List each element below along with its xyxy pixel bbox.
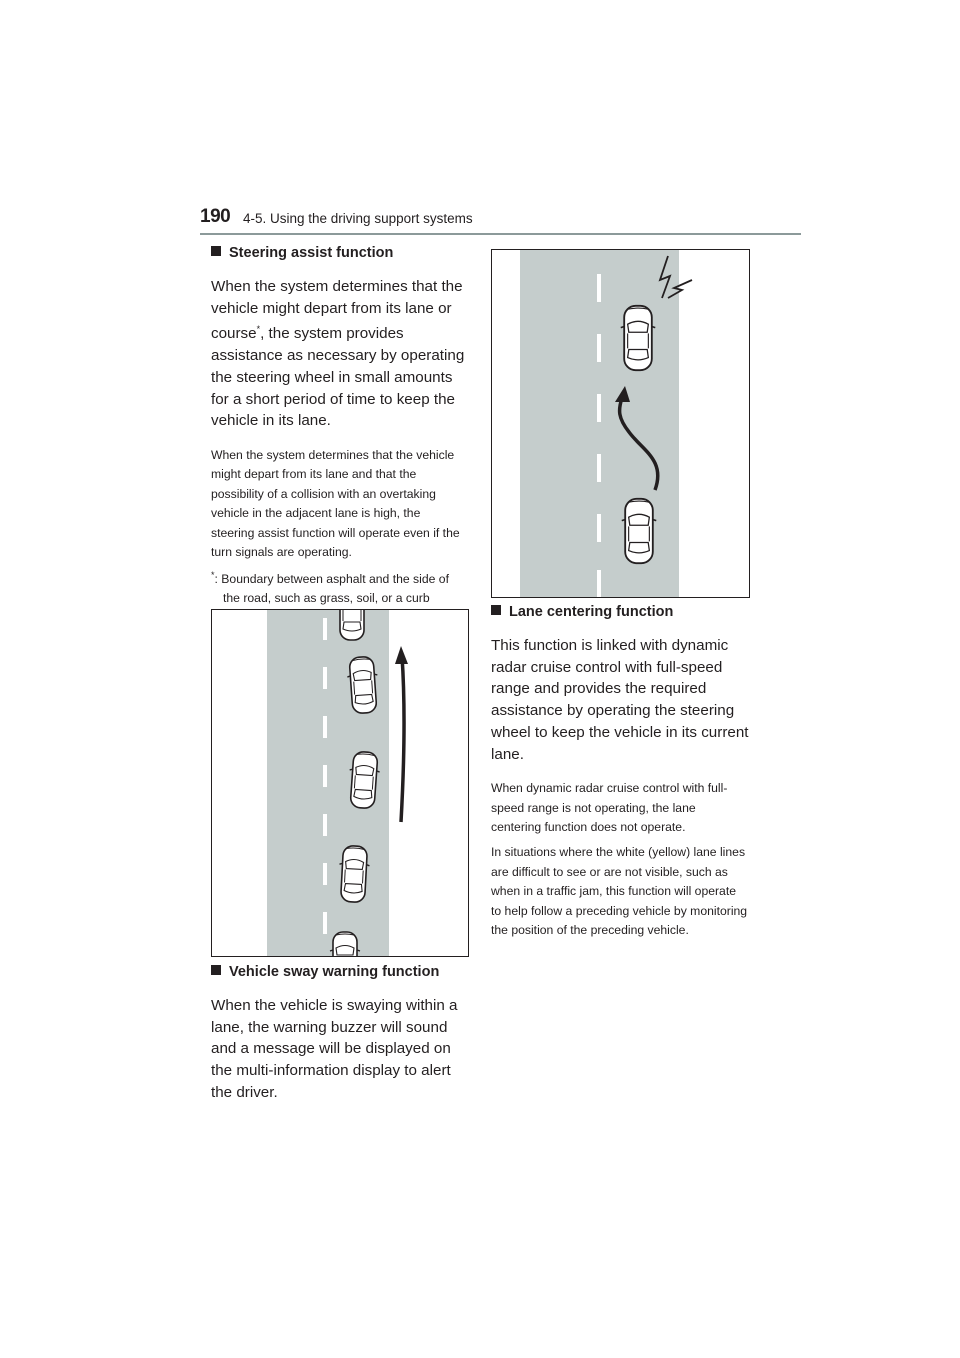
paragraph-text: When the system determines that the vehicle might depart from its lane or course (211, 278, 463, 343)
steering-assist-heading (211, 244, 467, 262)
lane-centering-note-2: In situations where the white (yellow) lane lines are difficult to see or are not visible, such as when in a traffic jam, this function will operate to help follow a preceding vehicle by monitoring the position of the preceding vehicle. (491, 845, 748, 938)
paragraph-text-cont: , the system provides assistance as necessary by operating the steering wheel in small amounts for a short period of time to keep the vehicle in its lane. (211, 325, 465, 430)
road-surface (520, 250, 679, 597)
lane-centering-heading (491, 603, 749, 621)
footnote (211, 566, 467, 607)
heading-text: Lane centering function (509, 604, 674, 620)
lane-centering-paragraph: This function is linked with dynamic radar cruise control with full-speed range and provides the required assistance by operating the steering wheel to keep the vehicle in its current lane. (491, 637, 749, 763)
page-number: 190 (200, 206, 231, 227)
steering-assist-illustration (491, 249, 750, 598)
car-icon (330, 932, 360, 956)
footnote-text: : Boundary between asphalt and the side of the road, such as grass, soil, or a curb (214, 572, 449, 605)
car-icon (622, 499, 657, 563)
square-bullet-icon (211, 246, 221, 256)
asterisk-mark: * (256, 324, 261, 335)
vehicle-sway-section (211, 963, 467, 1104)
header-rule (200, 233, 801, 235)
page-header (200, 204, 801, 236)
section-title: 4-5. Using the driving support systems (243, 211, 473, 226)
lane-centering-section (491, 603, 749, 940)
heading-text: Vehicle sway warning function (229, 964, 440, 980)
footnote-mark: * (211, 570, 215, 581)
car-icon (337, 610, 367, 640)
heading-text: Steering assist function (229, 245, 394, 261)
lane-centering-note-1: When dynamic radar cruise control with full-speed range is not operating, the lane centering function does not operate. (491, 781, 728, 835)
car-icon (621, 306, 656, 370)
steering-assist-section (211, 244, 467, 607)
square-bullet-icon (491, 605, 501, 615)
square-bullet-icon (211, 965, 221, 975)
car-icon (338, 845, 371, 902)
vehicle-sway-paragraph: When the vehicle is swaying within a lane, the warning buzzer will sound and a message will be displayed on the multi-information display to alert the driver. (211, 997, 458, 1101)
sway-illustration (211, 609, 469, 957)
vehicle-sway-heading (211, 963, 467, 981)
steering-assist-paragraph (211, 276, 467, 432)
steering-assist-note: When the system determines that the vehicle might depart from its lane and that the possibility of a collision with an overtaking vehicle in the adjacent lane is high, the steering assist function will operate even if the turn signals are operating. (211, 447, 460, 560)
